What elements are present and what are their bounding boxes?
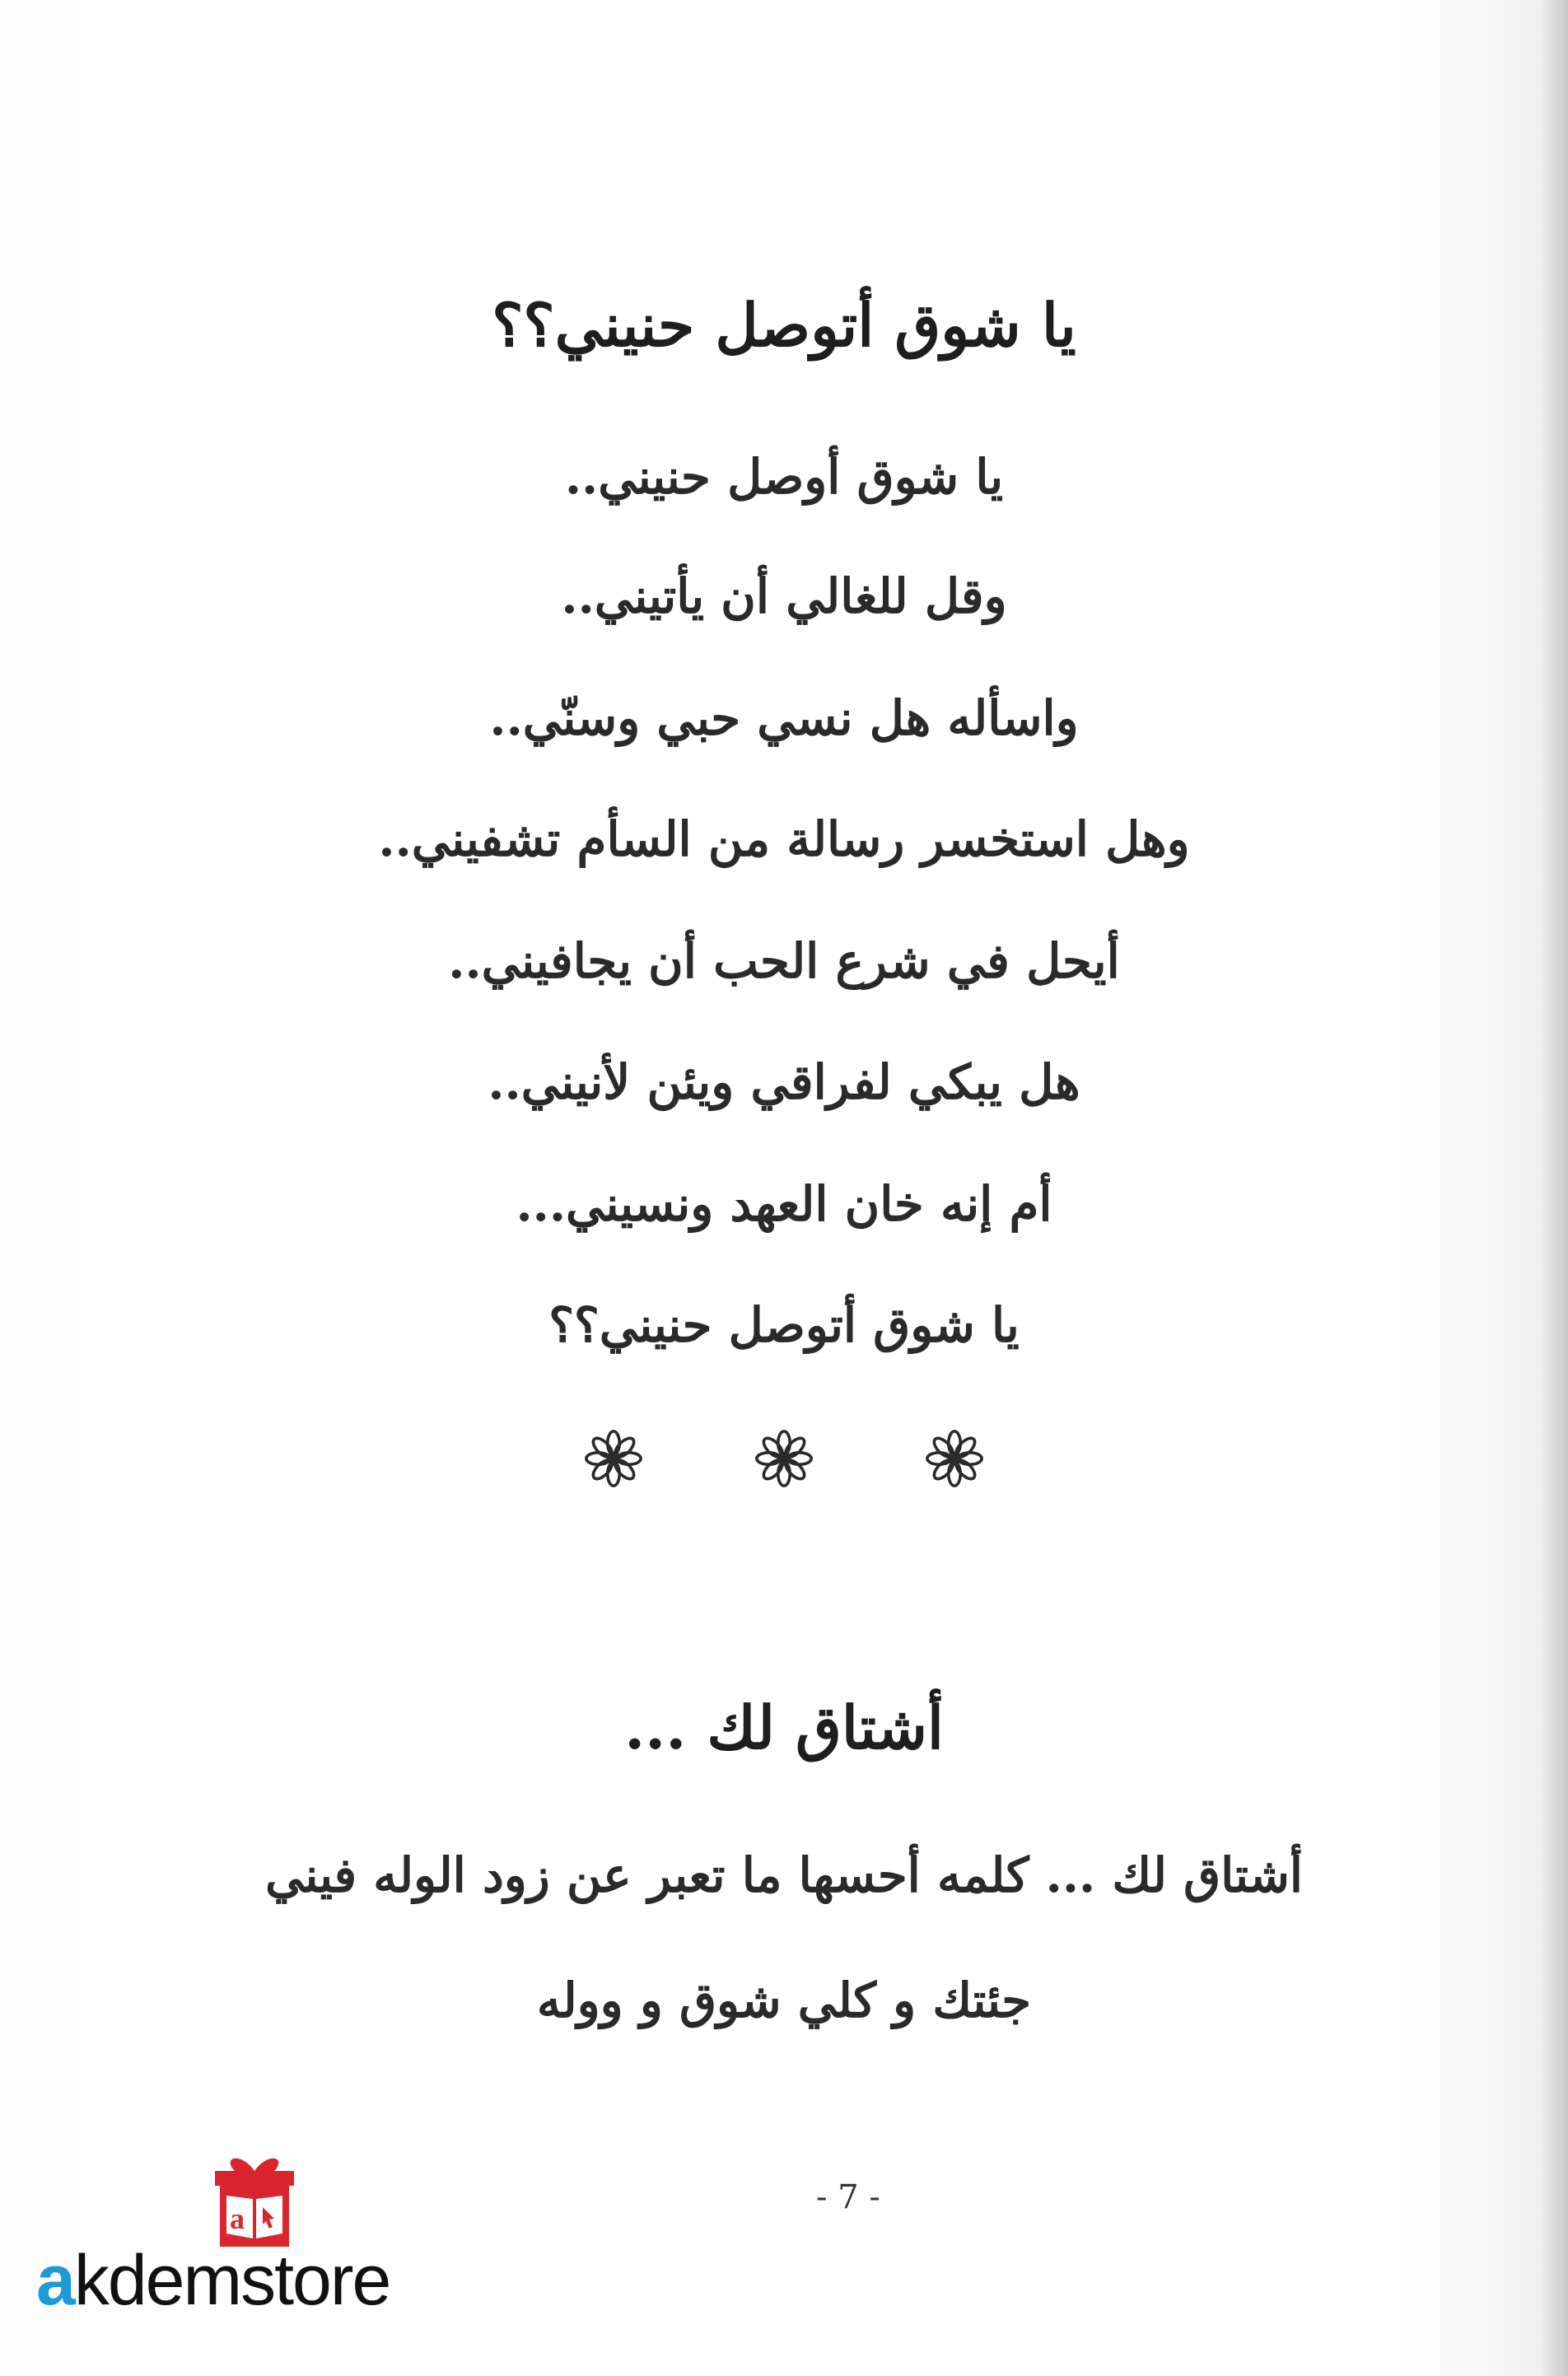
- store-brand-name: akdemstore: [36, 2241, 390, 2320]
- flower-ornament-icon: [754, 1429, 814, 1488]
- flower-ornament-icon: [584, 1429, 643, 1488]
- page-number: - 7 -: [816, 2178, 880, 2216]
- poem2-title: أشتاق لك ...: [624, 1692, 944, 1762]
- poem1-line-5: أيحل في شرع الحب أن يجافيني..: [448, 933, 1120, 989]
- poem1-line-3: واسأله هل نسي حبي وسنّي..: [489, 690, 1079, 746]
- poem1-line-4: وهل استخسر رسالة من السأم تشفيني..: [378, 811, 1190, 867]
- poem1-line-7: أم إنه خان العهد ونسيني...: [516, 1176, 1052, 1232]
- gift-book-icon: [205, 2148, 304, 2250]
- poem1-title: يا شوق أتوصل حنيني؟؟: [492, 290, 1076, 360]
- svg-text:a: a: [230, 2202, 245, 2235]
- poem2-line-1: أشتاق لك ... كلمه أحسها ما تعبر عن زود الوله فيني: [264, 1847, 1304, 1903]
- poem1-line-2: وقل للغالي أن يأتيني..: [561, 568, 1007, 624]
- flower-ornament-icon: [925, 1429, 984, 1488]
- store-watermark-logo: [36, 2148, 481, 2320]
- poem1-line-1: يا شوق أوصل حنيني..: [564, 449, 1004, 505]
- poem2-line-2: جئتك و كلي شوق و ووله: [536, 1972, 1032, 2028]
- poem1-line-8: يا شوق أتوصل حنيني؟؟: [548, 1297, 1020, 1353]
- section-separator: [0, 1429, 1568, 1495]
- poem1-line-6: هل يبكي لفراقي ويئن لأنيني..: [488, 1054, 1080, 1110]
